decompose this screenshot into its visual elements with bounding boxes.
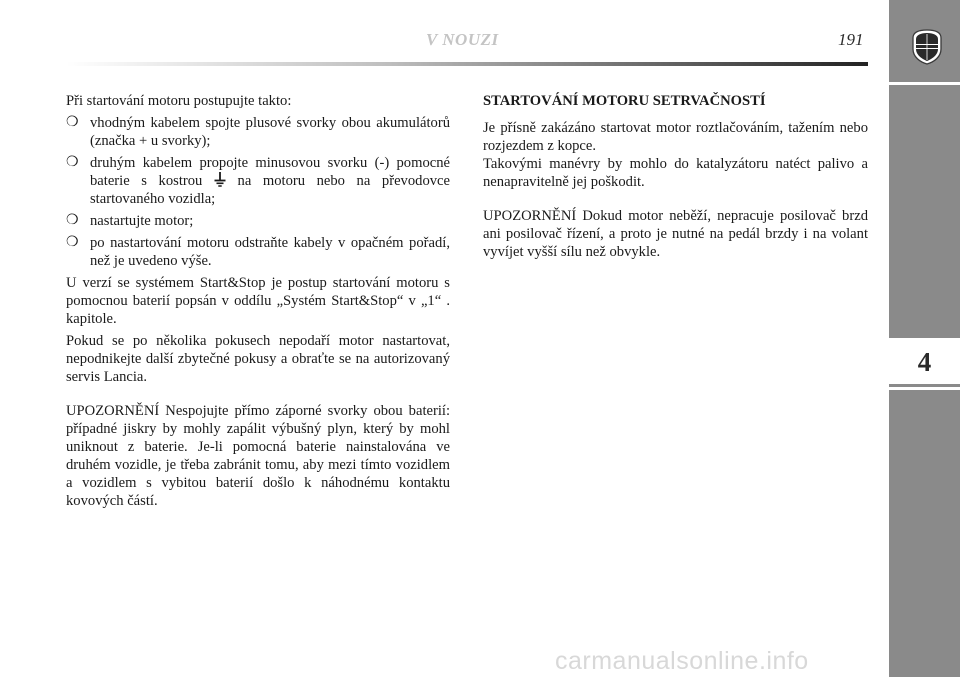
section-title: STARTOVÁNÍ MOTORU SETRVAČNOSTÍ bbox=[483, 93, 766, 109]
left-column bbox=[66, 92, 450, 510]
list-item bbox=[66, 114, 450, 150]
watermark: carmanualsonline.info bbox=[555, 647, 809, 675]
ring-bullet-icon: ❍ bbox=[66, 235, 79, 250]
lancia-logo-icon bbox=[911, 29, 943, 65]
chapter-number: 4 bbox=[917, 347, 932, 377]
service-paragraph: Pokud se po několika pokusech nepodaří motor nastartovat, nepodnikejte další zbytečné pokusy a obraťte se na autorizovaný servis Lancia. bbox=[66, 333, 450, 385]
paragraph: Takovými manévry by mohlo do katalyzátoru natéct palivo a nenapravitelně jej poškodit. bbox=[483, 156, 868, 190]
list-item-text: druhým kabelem propojte minusovou svorku (-) pomocné baterie s kostrou bbox=[90, 155, 450, 189]
intro-text: Při startování motoru postupujte takto: bbox=[66, 93, 292, 109]
page-number: 191 bbox=[838, 30, 864, 49]
startstop-paragraph: U verzí se systémem Start&Stop je postup startování motoru s pomocnou baterií popsán v oddílu „Systém Start&Stop“ v „1“ . kapitole. bbox=[66, 275, 450, 327]
paragraph: Je přísně zakázáno startovat motor roztlačováním, tažením nebo rozjezdem z kopce. bbox=[483, 120, 868, 154]
header-title: V NOUZI bbox=[426, 30, 499, 49]
right-column bbox=[483, 92, 868, 261]
ring-bullet-icon: ❍ bbox=[66, 155, 79, 170]
list-item-text: na motoru nebo na převodovce startovaného vozidla; bbox=[90, 173, 450, 207]
sidebar bbox=[889, 0, 960, 677]
list-item bbox=[66, 234, 450, 270]
warning-paragraph: UPOZORNĚNÍ Nespojujte přímo záporné svorky obou baterií: případné jiskry by mohly zapálit výbušný plyn, který by mohl uniknout z baterie. Je-li pomocná baterie nainstalována ve druhém vozidle, je třeba zabránit tomu, aby mezi tímto vozidlem a vozidlem s vybitou baterií došlo k náhodnému kontaktu kovových částí. bbox=[66, 403, 450, 509]
list-item bbox=[66, 154, 450, 208]
ground-symbol-icon bbox=[214, 172, 226, 187]
header-rule bbox=[66, 62, 868, 66]
ring-bullet-icon: ❍ bbox=[66, 213, 79, 228]
list-item bbox=[66, 212, 450, 230]
list-item-text: nastartujte motor; bbox=[90, 213, 194, 229]
sidebar-separator bbox=[889, 387, 960, 390]
list-item-text: po nastartování motoru odstraňte kabely v opačném pořadí, než je uvedeno výše. bbox=[90, 235, 450, 269]
warning-paragraph: UPOZORNĚNÍ Dokud motor neběží, nepracuje posilovač brzd ani posilovač řízení, a proto je nutné na pedál brzdy i na volant vyvíjet vyšší sílu než obvykle. bbox=[483, 208, 868, 260]
ring-bullet-icon: ❍ bbox=[66, 115, 79, 130]
sidebar-separator bbox=[889, 82, 960, 85]
list-item-text: vhodným kabelem spojte plusové svorky obou akumulátorů (značka + u svorky); bbox=[90, 115, 450, 149]
